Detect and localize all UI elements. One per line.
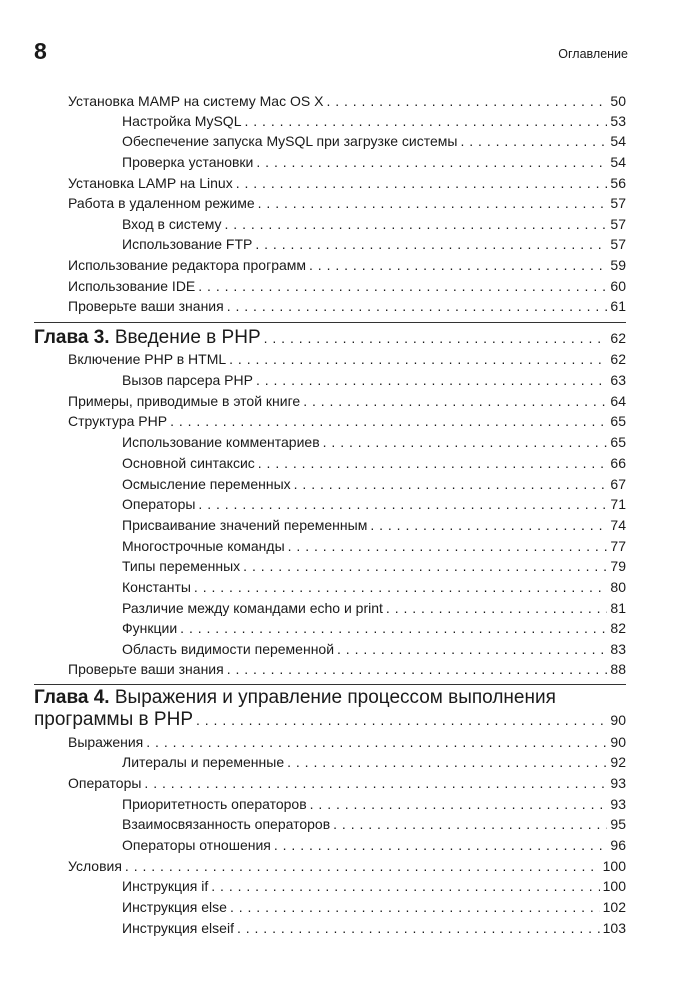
toc-entry-title: Инструкция elseif [122, 920, 234, 936]
dot-leader [198, 276, 607, 296]
chapter-divider [34, 322, 626, 323]
toc-entry-title: Операторы [68, 775, 142, 791]
toc-entry-title: Примеры, приводимые в этой книге [68, 393, 301, 409]
toc-entry-title: Операторы [122, 496, 196, 512]
dot-leader [198, 494, 607, 514]
toc-entry-page: 80 [610, 579, 626, 595]
toc-entry-title: Структура PHP [68, 413, 168, 429]
toc-entry-page: 56 [610, 175, 626, 191]
dot-leader [294, 474, 608, 494]
toc-entry-page: 57 [610, 195, 626, 211]
dot-leader [125, 856, 600, 876]
toc-entry [122, 814, 626, 834]
toc-entry-title: Использование редактора программ [68, 257, 307, 273]
chapter-page: 90 [610, 712, 626, 728]
dot-leader [230, 897, 600, 917]
chapter-title: Введение в PHP [114, 327, 261, 348]
toc-entry [68, 276, 626, 296]
dot-leader [309, 255, 607, 275]
toc-entry-title: Работа в удаленном режиме [68, 195, 255, 211]
toc-entry-page: 61 [610, 298, 626, 314]
toc-entry-title: Проверка установки [122, 154, 254, 170]
toc-entry-page: 103 [602, 920, 626, 936]
toc-entry-page: 63 [610, 372, 626, 388]
toc-entry-title: Включение PHP в HTML [68, 351, 227, 367]
toc-entry-title: Вызов парсера PHP [122, 372, 253, 388]
dot-leader [196, 709, 607, 731]
dot-leader [227, 296, 608, 316]
toc-entry-page: 79 [610, 558, 626, 574]
toc-entry-title: Инструкция else [122, 899, 227, 915]
toc-entry-page: 54 [610, 154, 626, 170]
toc-entry-page: 74 [610, 517, 626, 533]
toc-entry-title: Многострочные команды [122, 538, 285, 554]
dot-leader [460, 131, 607, 151]
toc-entry-page: 96 [610, 837, 626, 853]
chapter-divider [34, 684, 626, 685]
dot-leader [303, 391, 607, 411]
toc-entry-page: 88 [610, 661, 626, 677]
dot-leader [229, 349, 607, 369]
toc-entry-title: Различие между командами echo и print [122, 600, 383, 616]
chapter-heading-line2 [34, 709, 626, 731]
toc-entry-page: 83 [610, 641, 626, 657]
toc-entry-page: 102 [602, 899, 626, 915]
dot-leader [180, 618, 607, 638]
dot-leader [256, 370, 607, 390]
toc-entry-page: 100 [602, 878, 626, 894]
page-number: 8 [34, 38, 47, 64]
toc-entry [68, 193, 626, 213]
toc-entry-page: 64 [610, 393, 626, 409]
toc-entry-page: 92 [610, 754, 626, 770]
dot-leader [256, 152, 607, 172]
chapter-heading-line1 [34, 687, 626, 709]
toc-entry-page: 95 [610, 816, 626, 832]
toc-entry-title: Операторы отношения [122, 837, 271, 853]
dot-leader [288, 536, 608, 556]
toc-entry [122, 556, 626, 576]
toc-entry [68, 659, 626, 679]
toc-entry [122, 618, 626, 638]
toc-entry [68, 349, 626, 369]
toc-entry [122, 515, 626, 535]
toc-entry [122, 234, 626, 254]
toc-entry-page: 81 [610, 600, 626, 616]
toc-entry-title: Обеспечение запуска MySQL при загрузке системы [122, 133, 458, 149]
toc-entry-title: Выражения [68, 734, 144, 750]
toc-entry [122, 794, 626, 814]
toc-entry [122, 432, 626, 452]
toc-entry [68, 773, 626, 793]
toc-entry-title: Осмысление переменных [122, 476, 291, 492]
dot-leader [225, 214, 608, 234]
toc-entry [122, 835, 626, 855]
toc-entry [68, 732, 626, 752]
toc-entry-page: 53 [610, 113, 626, 129]
toc-entry [68, 856, 626, 876]
toc-entry-title: Настройка MySQL [122, 113, 242, 129]
toc-entry [122, 131, 626, 151]
toc-entry-title: Инструкция if [122, 878, 209, 894]
dot-leader [245, 111, 608, 131]
dot-leader [258, 453, 608, 473]
toc-entry-page: 50 [610, 93, 626, 109]
dot-leader [287, 752, 607, 772]
toc-entry [122, 918, 626, 938]
chapter-page: 62 [610, 330, 626, 346]
dot-leader [274, 835, 608, 855]
dot-leader [211, 876, 599, 896]
toc-entry-title: Константы [122, 579, 191, 595]
toc-entry-page: 93 [610, 775, 626, 791]
toc-entry [68, 91, 626, 111]
running-header: Оглавление [558, 47, 628, 61]
dot-leader [255, 234, 607, 254]
toc-entry-title: Использование IDE [68, 278, 196, 294]
toc-entry [122, 598, 626, 618]
toc-entry-page: 77 [610, 538, 626, 554]
chapter-title-continued: программы в PHP [34, 709, 193, 730]
toc-entry-title: Область видимости переменной [122, 641, 335, 657]
toc-entry-title: Установка LAMP на Linux [68, 175, 233, 191]
dot-leader [227, 659, 608, 679]
toc-entry [122, 494, 626, 514]
toc-entry-page: 71 [610, 496, 626, 512]
dot-leader [370, 515, 607, 535]
toc-entry [68, 391, 626, 411]
toc-entry-title: Функции [122, 620, 178, 636]
dot-leader [310, 794, 608, 814]
toc-entry [122, 876, 626, 896]
chapter-label: Глава 4. [34, 687, 110, 708]
dot-leader [194, 577, 608, 597]
toc-entry [122, 577, 626, 597]
toc-entry [122, 536, 626, 556]
toc-entry [68, 296, 626, 316]
toc-entry [122, 639, 626, 659]
dot-leader [258, 193, 608, 213]
toc-entry-page: 82 [610, 620, 626, 636]
toc-entry-page: 93 [610, 796, 626, 812]
toc-entry-title: Присваивание значений переменным [122, 517, 368, 533]
dot-leader [386, 598, 608, 618]
toc-entry [122, 111, 626, 131]
toc-entry-page: 57 [610, 216, 626, 232]
toc-entry [122, 152, 626, 172]
toc-entry-title: Установка MAMP на систему Mac OS X [68, 93, 324, 109]
chapter-label: Глава 3. [34, 327, 110, 348]
chapter-heading [34, 327, 626, 349]
toc-entry [122, 752, 626, 772]
toc-entry [122, 897, 626, 917]
toc-entry-page: 59 [610, 257, 626, 273]
chapter-title: Выражения и управление процессом выполнения [114, 687, 556, 708]
toc-entry [122, 370, 626, 390]
toc-entry-page: 90 [610, 734, 626, 750]
toc-entry-page: 65 [610, 413, 626, 429]
toc-entry-page: 60 [610, 278, 626, 294]
dot-leader [337, 639, 607, 659]
toc-entry-page: 57 [610, 236, 626, 252]
dot-leader [170, 411, 607, 431]
toc-entry-title: Использование комментариев [122, 434, 320, 450]
dot-leader [237, 918, 600, 938]
toc-entry-title: Проверьте ваши знания [68, 298, 224, 314]
toc-entry [122, 474, 626, 494]
dot-leader [333, 814, 607, 834]
toc-entry-title: Типы переменных [122, 558, 241, 574]
toc-entry-page: 65 [610, 434, 626, 450]
toc-entry-title: Условия [68, 858, 122, 874]
toc-entry [122, 214, 626, 234]
dot-leader [236, 173, 608, 193]
toc-entry-title: Основной синтаксис [122, 455, 255, 471]
toc-entry-title: Проверьте ваши знания [68, 661, 224, 677]
toc-entry [122, 453, 626, 473]
toc-entry-page: 54 [610, 133, 626, 149]
dot-leader [243, 556, 607, 576]
toc-entry-title: Литералы и переменные [122, 754, 285, 770]
toc-entry-page: 67 [610, 476, 626, 492]
dot-leader [144, 773, 607, 793]
toc-entry-page: 66 [610, 455, 626, 471]
toc-entry-page: 100 [602, 858, 626, 874]
toc-entry [68, 411, 626, 431]
toc-entry-title: Использование FTP [122, 236, 253, 252]
dot-leader [264, 327, 608, 349]
toc-entry [68, 173, 626, 193]
dot-leader [146, 732, 607, 752]
toc-entry-title: Взаимосвязанность операторов [122, 816, 331, 832]
dot-leader [323, 432, 608, 452]
toc-entry-title: Вход в систему [122, 216, 222, 232]
dot-leader [326, 91, 607, 111]
toc-entry-title: Приоритетность операторов [122, 796, 307, 812]
toc-entry [68, 255, 626, 275]
toc-entry-page: 62 [610, 351, 626, 367]
